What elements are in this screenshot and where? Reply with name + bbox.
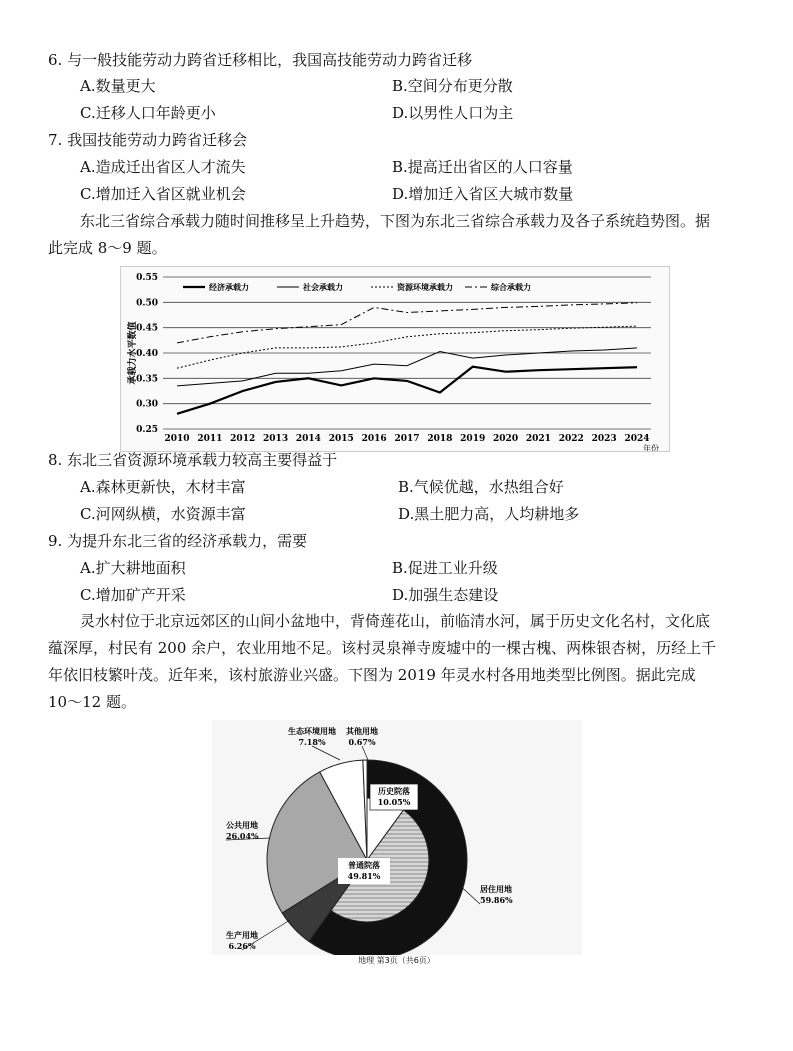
q7-option-d: D.增加迁入省区大城市数量: [392, 185, 574, 203]
series-line-3: [177, 326, 637, 368]
x-tick-label: 2016: [361, 434, 387, 444]
q6-option-a: A.数量更大: [80, 77, 156, 95]
y-tick-label: 0.55: [136, 273, 158, 283]
q7-stem: 7. 我国技能劳动力跨省迁移会: [48, 131, 248, 149]
x-tick-label: 2020: [493, 434, 519, 444]
q7-option-c: C.增加迁入省区就业机会: [80, 185, 246, 203]
intro2-line3: 年依旧枝繁叶茂。近年来，该村旅游业兴盛。下图为 2019 年灵水村各用地类型比例图。据此完成: [48, 666, 696, 684]
leader-line: [362, 746, 368, 760]
x-tick-label: 2014: [295, 434, 321, 444]
slice-name-label: 其他用地: [346, 726, 378, 736]
legend-label: 资源环境承载力: [397, 282, 453, 292]
intro2-line4: 10～12 题。: [48, 693, 136, 711]
y-axis-label: 承载力水平数值: [128, 321, 138, 385]
q9-option-d: D.加强生态建设: [392, 586, 499, 604]
q6-stem: 6. 与一般技能劳动力跨省迁移相比，我国高技能劳动力跨省迁移: [48, 51, 473, 69]
x-tick-label: 2015: [328, 434, 354, 444]
q8-stem: 8. 东北三省资源环境承载力较高主要得益于: [48, 451, 338, 469]
q8-option-d: D.黑土肥力高，人均耕地多: [398, 505, 580, 523]
x-axis-label: 年份: [643, 444, 659, 451]
x-tick-label: 2013: [263, 434, 289, 444]
q6-option-d: D.以男性人口为主: [392, 104, 514, 122]
y-tick-label: 0.45: [136, 323, 158, 334]
y-tick-label: 0.25: [136, 425, 158, 435]
q7-option-b: B.提高迁出省区的人口容量: [392, 158, 573, 176]
x-tick-label: 2021: [525, 434, 551, 444]
legend-label: 综合承载力: [491, 282, 531, 292]
x-tick-label: 2022: [558, 434, 584, 444]
q8-option-c: C.河网纵横，水资源丰富: [80, 505, 246, 523]
leader-line: [312, 746, 340, 760]
q7-option-a: A.造成迁出省区人才流失: [80, 158, 246, 176]
x-tick-label: 2017: [394, 434, 420, 444]
slice-name-label: 普通院落: [348, 860, 380, 870]
slice-pct-label: 59.86%: [480, 895, 513, 905]
x-tick-label: 2012: [230, 434, 256, 444]
pie-chart-svg: [212, 720, 582, 955]
x-tick-label: 2019: [460, 434, 486, 444]
page-footer: 地理 第3页（共6页）: [358, 956, 435, 965]
q9-option-c: C.增加矿产开采: [80, 586, 186, 604]
slice-pct-label: 0.67%: [348, 737, 376, 747]
x-tick-label: 2023: [591, 434, 617, 444]
land-use-pie-chart: [212, 720, 582, 955]
legend-label: 社会承载力: [303, 282, 343, 292]
q6-option-b: B.空间分布更分散: [392, 77, 513, 95]
line-chart-svg: [121, 267, 669, 451]
q9-option-b: B.促进工业升级: [392, 559, 498, 577]
y-tick-label: 0.35: [136, 374, 158, 385]
slice-name-label: 居住用地: [480, 884, 512, 894]
q8-option-a: A.森林更新快，木材丰富: [80, 478, 246, 496]
slice-name-label: 生产用地: [226, 930, 258, 940]
legend-label: 经济承载力: [209, 282, 249, 292]
intro2-line1: 灵水村位于北京远郊区的山间小盆地中，背倚莲花山，前临清水河，属于历史文化名村，文化底: [80, 612, 711, 630]
q8-option-b: B.气候优越，水热组合好: [398, 478, 564, 496]
x-tick-label: 2024: [624, 434, 650, 444]
slice-pct-label: 6.26%: [228, 941, 256, 951]
y-tick-label: 0.30: [136, 399, 158, 410]
slice-pct-label: 49.81%: [347, 871, 381, 881]
carrying-capacity-chart: [120, 266, 670, 452]
q9-stem: 9. 为提升东北三省的经济承载力，需要: [48, 532, 308, 550]
y-tick-label: 0.50: [136, 298, 158, 309]
series-line-1: [177, 367, 637, 414]
x-tick-label: 2011: [197, 434, 223, 444]
y-tick-label: 0.40: [136, 349, 158, 359]
slice-pct-label: 26.04%: [226, 831, 259, 841]
intro1-line1: 东北三省综合承载力随时间推移呈上升趋势，下图为东北三省综合承载力及各子系统趋势图。据: [80, 212, 711, 230]
slice-name-label: 历史院落: [378, 786, 410, 796]
intro1-line2: 此完成 8～9 题。: [48, 239, 167, 257]
q6-option-c: C.迁移人口年龄更小: [80, 104, 216, 122]
slice-pct-label: 10.05%: [377, 797, 411, 807]
slice-pct-label: 7.18%: [298, 737, 326, 747]
slice-name-label: 生态环境用地: [288, 726, 336, 736]
intro2-line2: 蕴深厚，村民有 200 余户，农业用地不足。该村灵泉禅寺废墟中的一棵古槐、两株银杏树，历经上千: [48, 639, 717, 657]
q9-option-a: A.扩大耕地面积: [80, 559, 186, 577]
slice-name-label: 公共用地: [226, 820, 258, 830]
x-tick-label: 2010: [164, 434, 190, 444]
x-tick-label: 2018: [427, 434, 453, 444]
